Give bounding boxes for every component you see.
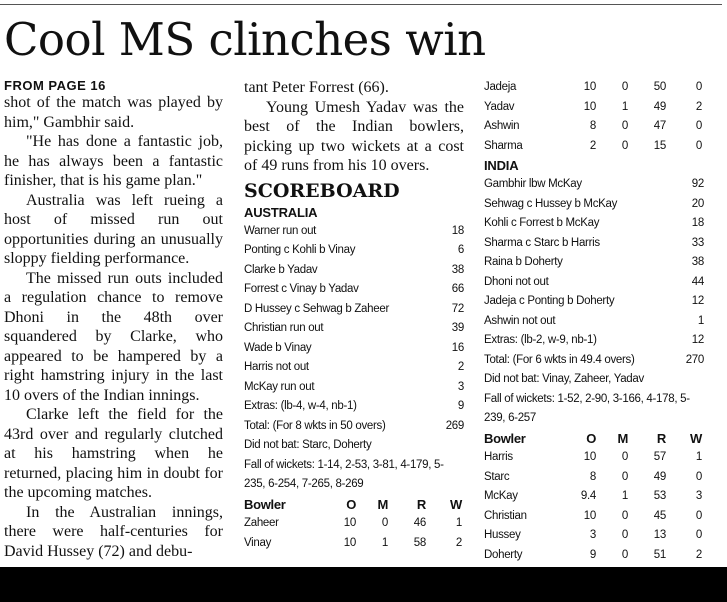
bowler-maidens: 0	[621, 81, 628, 93]
bowler-runs: 46	[413, 517, 426, 529]
bowling-row	[484, 546, 704, 566]
bowler-overs: 9.4	[580, 490, 596, 502]
bowler-overs: 10	[583, 100, 596, 113]
batting-row	[484, 292, 704, 312]
batter-runs: 72	[451, 302, 464, 315]
story-paragraph: "He has done a fantastic job, he has always been a fantastic finisher, that is his game plan."	[4, 133, 223, 189]
team-heading-australia: AUSTRALIA	[244, 204, 318, 220]
bowler-name: McKay	[484, 490, 518, 502]
australia-bowling-list	[484, 448, 704, 565]
bowler-runs: 13	[653, 529, 666, 541]
bowler-header-label: Bowler	[484, 430, 526, 446]
batter-entry: Kohli c Forrest b McKay	[484, 217, 600, 229]
batter-entry: Extras: (lb-2, w-9, nb-1)	[484, 334, 597, 346]
bowler-runs: 53	[653, 490, 666, 502]
bottom-black-bar	[0, 567, 727, 602]
bowling-row	[484, 487, 704, 507]
batting-row	[484, 253, 704, 273]
bowler-wickets: 2	[695, 548, 702, 561]
australia-did-not-bat: Did not bat: Starc, Doherty	[244, 439, 372, 451]
maidens-header: M	[377, 496, 388, 512]
bowler-name: Ashwin	[484, 120, 520, 132]
batter-entry: Total: (For 6 wkts in 49.4 overs)	[484, 353, 635, 366]
bowling-row	[484, 468, 704, 488]
bowler-maidens: 0	[621, 509, 628, 522]
batter-runs: 9	[457, 400, 464, 412]
batter-runs: 38	[451, 263, 464, 276]
bowling-row	[484, 78, 704, 98]
bowling-row	[484, 117, 704, 137]
batter-entry: Total: (For 8 wkts in 50 overs)	[244, 419, 386, 432]
batter-runs: 18	[691, 217, 704, 229]
batter-entry: Forrest c Vinay b Yadav	[244, 283, 359, 295]
batter-entry: Sharma c Starc b Harris	[484, 236, 600, 249]
bowler-overs: 2	[589, 139, 596, 152]
batter-runs: 1	[697, 314, 704, 327]
bowler-runs: 58	[413, 536, 426, 549]
story-column-1	[4, 78, 223, 561]
batter-entry: Harris not out	[244, 361, 309, 373]
from-page-label: FROM PAGE 16	[4, 78, 106, 93]
bowler-runs: 57	[653, 451, 666, 463]
india-batting-list	[484, 175, 704, 370]
wickets-header: W	[450, 496, 462, 512]
bowler-wickets: 0	[695, 470, 702, 483]
bowling-row	[484, 507, 704, 527]
bowler-runs: 51	[653, 548, 666, 561]
bowler-wickets: 3	[695, 490, 702, 502]
bowling-row	[484, 137, 704, 157]
batter-runs: 2	[457, 361, 464, 373]
bowler-name: Harris	[484, 451, 513, 463]
runs-header: R	[656, 430, 666, 446]
bowler-maidens: 0	[621, 451, 628, 463]
batting-row	[244, 261, 464, 281]
bowler-overs: 8	[589, 120, 596, 132]
batter-runs: 269	[445, 419, 464, 432]
maidens-header: M	[617, 430, 628, 446]
bowler-wickets: 2	[695, 100, 702, 113]
batting-row	[484, 175, 704, 195]
batter-runs: 12	[691, 334, 704, 346]
bowler-maidens: 0	[381, 517, 388, 529]
australia-fall-of-wickets: Fall of wickets: 1-14, 2-53, 3-81, 4-179, 5-235, 6-254, 7-265, 8-269	[244, 458, 444, 490]
runs-header: R	[416, 496, 426, 512]
india-bowling-list-part-2	[484, 78, 704, 156]
bowling-row	[244, 514, 464, 534]
batting-row	[484, 312, 704, 332]
batter-runs: 39	[451, 322, 464, 334]
bowler-wickets: 0	[695, 139, 702, 152]
bowling-row	[244, 534, 464, 554]
batting-row	[244, 280, 464, 300]
batting-row	[484, 214, 704, 234]
bowler-overs: 3	[589, 529, 596, 541]
bowler-overs: 8	[589, 470, 596, 483]
bowler-runs: 45	[653, 509, 666, 522]
bowler-maidens: 0	[621, 120, 628, 132]
batting-row	[484, 273, 704, 293]
bowler-runs: 50	[653, 81, 666, 93]
batter-entry: Wade b Vinay	[244, 341, 312, 354]
bowler-maidens: 1	[621, 490, 628, 502]
bowler-overs: 10	[343, 517, 356, 529]
india-did-not-bat: Did not bat: Vinay, Zaheer, Yadav	[484, 373, 644, 385]
bowler-wickets: 1	[695, 451, 702, 463]
batter-entry: Ashwin not out	[484, 314, 556, 327]
batter-entry: Jadeja c Ponting b Doherty	[484, 295, 615, 307]
scoreboard-title: SCOREBOARD	[244, 179, 400, 202]
batting-row	[244, 397, 464, 417]
batting-row	[244, 378, 464, 398]
batter-runs: 44	[691, 275, 704, 288]
story-paragraph: Australia was left rueing a host of missed run out opportunities during an unusually sloppy fielding performance.	[4, 191, 223, 267]
bowler-overs: 10	[583, 81, 596, 93]
batter-entry: Dhoni not out	[484, 275, 549, 288]
batter-entry: McKay run out	[244, 380, 315, 393]
bowler-runs: 47	[653, 120, 666, 132]
batting-row	[484, 351, 704, 371]
batting-row	[244, 339, 464, 359]
bowler-name: Yadav	[484, 100, 515, 113]
story-paragraph: The missed run outs included a regulation chance to remove Dhoni in the 48th over squandered by Clarke, who appeared to be hampered by a right hamstring injury in the last 10 overs of the Indian innings.	[4, 269, 223, 404]
batter-runs: 38	[691, 256, 704, 268]
batter-runs: 66	[451, 283, 464, 295]
bowler-overs: 10	[583, 451, 596, 463]
scoreboard-column-3	[484, 78, 704, 565]
batting-row	[244, 417, 464, 437]
bowler-maidens: 0	[621, 139, 628, 152]
batting-row	[484, 234, 704, 254]
wickets-header: W	[690, 430, 702, 446]
bowler-maidens: 1	[621, 100, 628, 113]
bowler-wickets: 2	[455, 536, 462, 549]
bowler-runs: 49	[653, 470, 666, 483]
batter-entry: Clarke b Yadav	[244, 263, 318, 276]
bowling-row	[484, 98, 704, 118]
batter-entry: Sehwag c Hussey b McKay	[484, 197, 618, 210]
story-paragraph: tant Peter Forrest (66).	[244, 79, 389, 96]
bowler-name: Doherty	[484, 548, 523, 561]
bowler-header-label: Bowler	[244, 496, 286, 512]
batter-runs: 6	[457, 244, 464, 256]
bowler-wickets: 0	[695, 120, 702, 132]
bowler-wickets: 1	[455, 517, 462, 529]
bowler-name: Christian	[484, 509, 527, 522]
australia-batting-list	[244, 222, 464, 437]
batter-entry: Christian run out	[244, 322, 324, 334]
story-paragraph: Young Umesh Yadav was the best of the Indian bowlers, picking up two wickets at a cost of 49 runs from his 10 overs.	[244, 98, 464, 174]
bowler-name: Hussey	[484, 529, 521, 541]
batter-runs: 33	[691, 236, 704, 249]
story-paragraph: In the Australian innings, there were half-centuries for David Hussey (72) and debu-	[4, 503, 223, 560]
batting-row	[244, 222, 464, 242]
team-heading-india: INDIA	[484, 158, 519, 173]
batter-entry: D Hussey c Sehwag b Zaheer	[244, 302, 389, 315]
batting-row	[484, 331, 704, 351]
batter-entry: Raina b Doherty	[484, 256, 563, 268]
batting-row	[244, 358, 464, 378]
batting-row	[484, 195, 704, 215]
bowler-wickets: 0	[695, 529, 702, 541]
batter-runs: 20	[691, 197, 704, 210]
bowler-name: Vinay	[244, 536, 272, 549]
overs-header: O	[346, 496, 356, 512]
bowler-runs: 15	[653, 139, 666, 152]
batting-row	[244, 300, 464, 320]
bowler-wickets: 0	[695, 81, 702, 93]
batter-entry: Extras: (lb-4, w-4, nb-1)	[244, 400, 357, 412]
bowler-overs: 10	[343, 536, 356, 549]
batter-runs: 18	[451, 224, 464, 237]
bowler-runs: 49	[653, 100, 666, 113]
bowling-row	[484, 526, 704, 546]
bowler-name: Jadeja	[484, 81, 517, 93]
story-paragraph: shot of the match was played by him," Gambhir said.	[4, 94, 223, 131]
batter-runs: 92	[691, 178, 704, 190]
batter-runs: 16	[451, 341, 464, 354]
bowler-maidens: 0	[621, 548, 628, 561]
bowler-maidens: 0	[621, 529, 628, 541]
bowler-maidens: 0	[621, 470, 628, 483]
top-rule	[0, 4, 722, 5]
india-bowling-list-part-1	[244, 514, 464, 553]
batter-entry: Gambhir lbw McKay	[484, 178, 582, 190]
india-fall-of-wickets: Fall of wickets: 1-52, 2-90, 3-166, 4-178, 5-239, 6-257	[484, 392, 690, 424]
story-paragraph: Clarke left the field for the 43rd over and regularly clutched at his hamstring when he returned, placing him in doubt for the upcoming matches.	[4, 406, 223, 501]
batter-runs: 12	[691, 295, 704, 307]
bowler-name: Zaheer	[244, 517, 279, 529]
bowling-row	[484, 448, 704, 468]
bowler-overs: 9	[589, 548, 596, 561]
batting-row	[244, 319, 464, 339]
batter-entry: Warner run out	[244, 224, 317, 237]
batting-row	[244, 241, 464, 261]
batter-runs: 3	[457, 380, 464, 393]
batter-entry: Ponting c Kohli b Vinay	[244, 244, 356, 256]
bowler-overs: 10	[583, 509, 596, 522]
overs-header: O	[586, 430, 596, 446]
bowler-wickets: 0	[695, 509, 702, 522]
bowling-header	[484, 429, 704, 449]
headline: Cool MS clinches win	[4, 13, 486, 66]
bowling-header	[244, 495, 464, 515]
bowler-maidens: 1	[381, 536, 388, 549]
bowler-name: Starc	[484, 470, 510, 483]
bowler-name: Sharma	[484, 139, 523, 152]
story-column-2	[244, 78, 464, 553]
batter-runs: 270	[685, 353, 704, 366]
